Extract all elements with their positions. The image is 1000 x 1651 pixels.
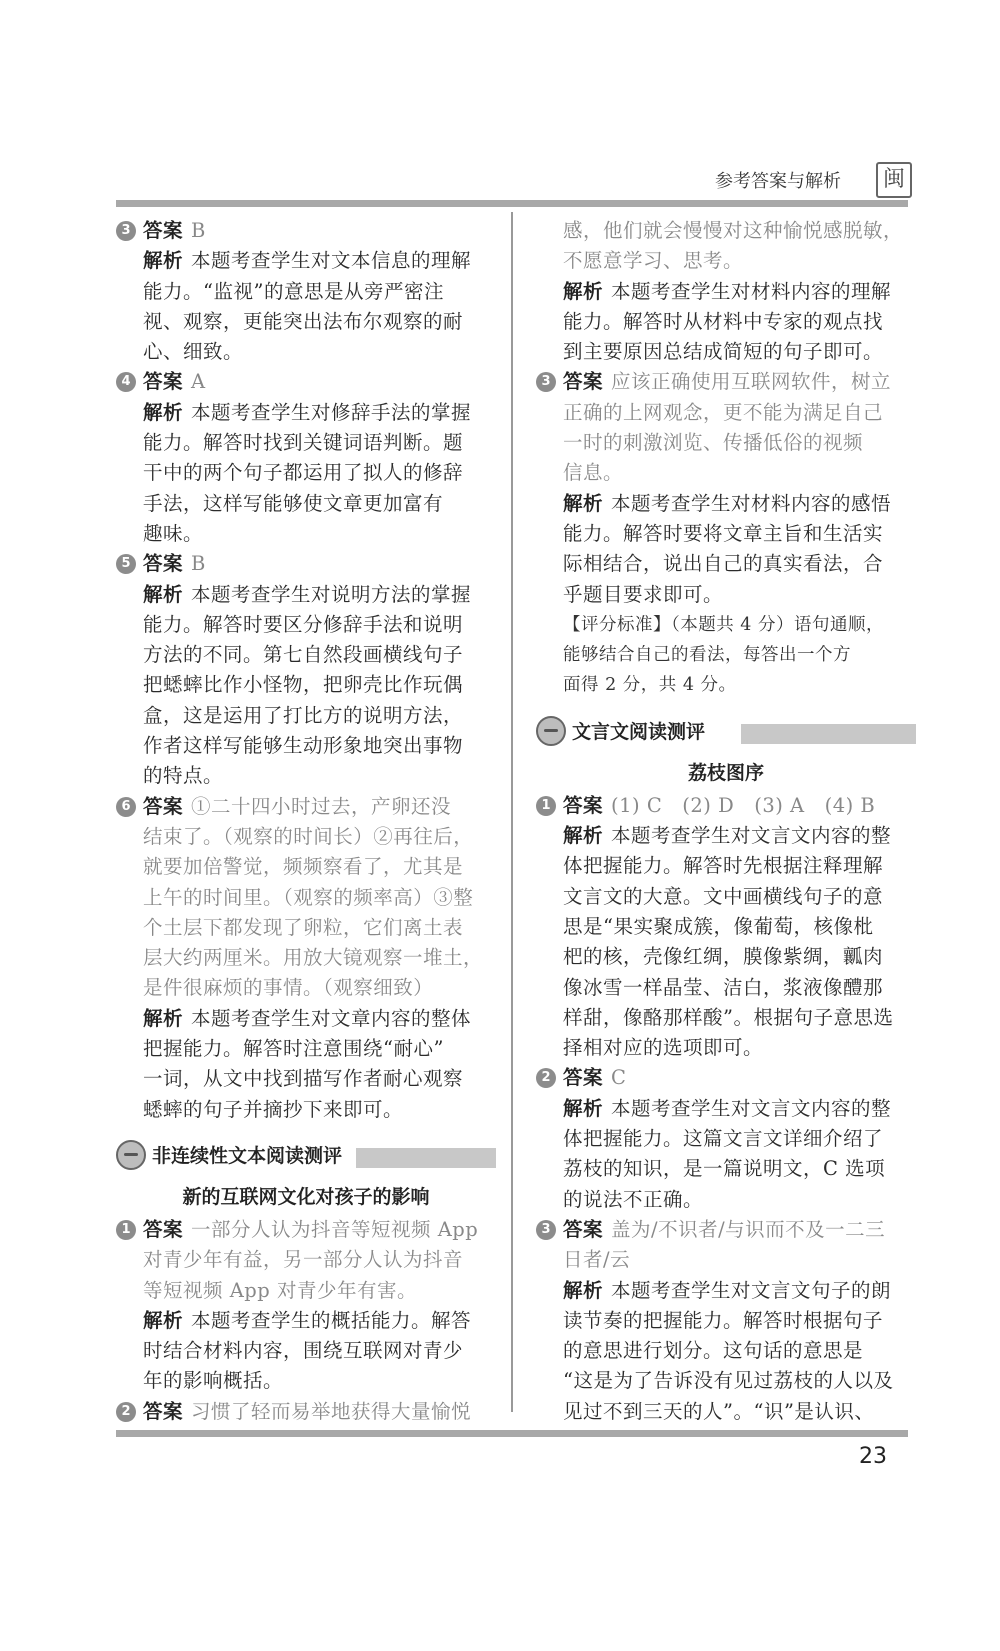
analysis-line: 文言文的大意。文中画横线句子的意 — [563, 884, 884, 908]
article-title: 荔枝图序 — [687, 761, 764, 784]
analysis-label: 解析 — [143, 249, 184, 273]
analysis-line: 年的影响概括。 — [143, 1369, 284, 1393]
question-number: 6 — [116, 797, 136, 817]
question-4 — [116, 367, 496, 549]
analysis-line: 能力。“监视”的意思是从旁严密注 — [143, 279, 444, 303]
analysis-line: 本题考查学生对修辞手法的掌握 — [191, 400, 472, 424]
answer-line: 盖为/不识者/与识而不及一二三 — [611, 1217, 886, 1241]
student-avatar-icon — [116, 1140, 146, 1170]
section-header-nonlinear — [116, 1137, 496, 1175]
analysis-line: 乎题目要求即可。 — [563, 582, 724, 606]
question-number: 5 — [116, 554, 136, 574]
analysis-line: 把握能力。解答时注意围绕“耐心” — [143, 1037, 444, 1061]
analysis-line: 到主要原因总结成简短的句子即可。 — [563, 340, 884, 364]
analysis-label: 解析 — [563, 1096, 604, 1120]
answer-line: 上午的时间里。（观察的频率高）③整 — [143, 885, 474, 909]
analysis-line: 盒，这是运用了打比方的说明方法， — [143, 703, 464, 727]
question-number: 2 — [536, 1068, 556, 1088]
answer-label: 答案 — [563, 1066, 604, 1090]
answer-line: 日者/云 — [563, 1248, 631, 1272]
question-number: 1 — [116, 1220, 136, 1240]
analysis-line: 本题考查学生对文言文句子的朗 — [611, 1278, 892, 1302]
analysis-label: 解析 — [563, 491, 604, 515]
analysis-line: 趣味。 — [143, 521, 204, 545]
analysis-line: “这是为了告诉没有见过荔枝的人以及 — [563, 1369, 894, 1393]
analysis-line: 能力。解答时找到关键词语判断。题 — [143, 431, 464, 455]
analysis-line: 本题考查学生对材料内容的理解 — [611, 279, 892, 303]
article-title: 新的互联网文化对孩子的影响 — [182, 1185, 430, 1208]
analysis-line: 的说法不正确。 — [563, 1187, 704, 1211]
section-question-3 — [536, 367, 916, 700]
analysis-label: 解析 — [143, 582, 184, 606]
section-header-classical — [536, 713, 916, 751]
analysis-line: 体把握能力。解答时先根据注释理解 — [563, 854, 884, 878]
classical-question-2 — [536, 1063, 916, 1214]
answer-value: (1) C (2) D (3) A (4) B — [611, 793, 876, 817]
answer-line: 一时的刺激浏览、传播低俗的视频 — [563, 431, 864, 455]
scoring-criteria-line: 面得 2 分，共 4 分。 — [563, 675, 737, 696]
analysis-line: 读节奏的把握能力。解答时根据句子 — [563, 1308, 884, 1332]
analysis-line: 干中的两个句子都运用了拟人的修辞 — [143, 461, 464, 485]
analysis-label: 解析 — [143, 1308, 184, 1332]
analysis-line: 本题考查学生对文言文内容的整 — [611, 824, 892, 848]
classical-question-3 — [536, 1215, 916, 1427]
analysis-line: 的意思进行划分。这句话的意思是 — [563, 1339, 864, 1363]
question-5 — [116, 549, 496, 791]
answer-label: 答案 — [143, 219, 184, 242]
answer-label: 答案 — [563, 793, 604, 817]
question-number: 4 — [116, 372, 136, 392]
analysis-line: 本题考查学生对文章内容的整体 — [191, 1006, 472, 1030]
analysis-line: 样甜，像酪那样酸”。根据句子意思选 — [563, 1005, 894, 1029]
question-number: 3 — [536, 1220, 556, 1240]
answer-value: C — [611, 1066, 627, 1090]
analysis-line: 杷的核，壳像红绸，膜像紫绸，瓤肉 — [563, 945, 884, 969]
student-avatar-icon — [536, 716, 566, 746]
top-rule — [116, 200, 908, 207]
analysis-line: 蟋蟀的句子并摘抄下来即可。 — [143, 1097, 404, 1121]
answer-line: 就要加倍警觉，频频察看了，尤其是 — [143, 855, 464, 879]
left-column — [116, 216, 496, 1427]
analysis-line: 手法，这样写能够使文章更加富有 — [143, 491, 444, 515]
analysis-label: 解析 — [563, 1278, 604, 1302]
answer-label: 答案 — [143, 370, 184, 394]
answer-line: 一部分人认为抖音等短视频 App — [191, 1217, 479, 1241]
analysis-line: 体把握能力。这篇文言文详细介绍了 — [563, 1127, 884, 1151]
analysis-line: 本题考查学生的概括能力。解答 — [191, 1308, 472, 1332]
answer-line: 个土层下都发现了卵粒，它们离土表 — [143, 915, 464, 939]
analysis-label: 解析 — [563, 824, 604, 848]
right-column — [536, 216, 916, 1427]
question-3 — [116, 216, 496, 367]
analysis-label: 解析 — [143, 400, 184, 424]
section-bar — [356, 1148, 496, 1168]
header-glyph: 闽 — [876, 162, 912, 198]
analysis-line: 心、细致。 — [143, 340, 244, 364]
answer-label: 答案 — [143, 1399, 184, 1423]
column-divider — [511, 212, 513, 1412]
analysis-label: 解析 — [143, 1006, 184, 1030]
answer-line: 正确的上网观念，更不能为满足自己 — [563, 400, 884, 424]
answer-line: 层大约两厘米。用放大镜观察一堆土， — [143, 946, 484, 970]
section-question-2 — [116, 1397, 496, 1427]
answer-line: 不愿意学习、思考。 — [563, 249, 744, 273]
answer-line: 习惯了轻而易举地获得大量愉悦 — [191, 1399, 472, 1423]
analysis-line: 见过不到三天的人”。“识”是认识、 — [563, 1399, 875, 1423]
answer-line: 信息。 — [563, 461, 624, 485]
answer-label: 答案 — [143, 794, 184, 818]
analysis-line: 本题考查学生对文言文内容的整 — [611, 1096, 892, 1120]
answer-value: A — [191, 370, 206, 394]
analysis-line: 能力。解答时从材料中专家的观点找 — [563, 309, 884, 333]
analysis-line: 荔枝的知识，是一篇说明文，C 选项 — [563, 1157, 886, 1181]
answer-value: B — [191, 552, 206, 576]
analysis-line: 把蟋蟀比作小怪物，把卵壳比作玩偶 — [143, 673, 464, 697]
answer-line: ①二十四小时过去，产卵还没 — [191, 794, 452, 818]
classical-question-1 — [536, 791, 916, 1064]
answer-line: 应该正确使用互联网软件，树立 — [611, 370, 892, 394]
analysis-line: 像冰雪一样晶莹、洁白，浆液像醴那 — [563, 975, 884, 999]
analysis-line: 际相结合，说出自己的真实看法，合 — [563, 552, 884, 576]
analysis-line: 能力。解答时要将文章主旨和生活实 — [563, 521, 884, 545]
answer-line: 是件很麻烦的事情。（观察细致） — [143, 976, 434, 1000]
answer-label: 答案 — [563, 370, 604, 394]
answer-label: 答案 — [143, 1217, 184, 1241]
analysis-line: 本题考查学生对说明方法的掌握 — [191, 582, 472, 606]
bottom-rule — [116, 1430, 908, 1437]
analysis-line: 作者这样写能够生动形象地突出事物 — [143, 734, 464, 758]
question-number: 3 — [536, 372, 556, 392]
analysis-line: 方法的不同。第七自然段画横线句子 — [143, 643, 464, 667]
section-bar — [741, 724, 916, 744]
page-number: 23 — [859, 1444, 887, 1469]
section-question-1 — [116, 1215, 496, 1397]
analysis-line: 本题考查学生对材料内容的感悟 — [611, 491, 892, 515]
section-title: 文言文阅读测评 — [572, 720, 706, 743]
analysis-line: 择相对应的选项即可。 — [563, 1036, 764, 1060]
analysis-line: 思是“果实聚成簇，像葡萄，核像枇 — [563, 914, 874, 938]
analysis-line: 时结合材料内容，围绕互联网对青少 — [143, 1339, 464, 1363]
scoring-criteria-line: 能够结合自己的看法，每答出一个方 — [563, 645, 851, 666]
analysis-label: 解析 — [563, 279, 604, 303]
section-question-2-continued — [536, 216, 916, 367]
analysis-line: 的特点。 — [143, 764, 224, 788]
question-number: 2 — [116, 1402, 136, 1422]
answer-label: 答案 — [143, 552, 184, 576]
answer-line: 对青少年有益，另一部分人认为抖音 — [143, 1248, 464, 1272]
answer-value: B — [191, 219, 206, 242]
analysis-line: 视、观察，更能突出法布尔观察的耐 — [143, 309, 464, 333]
answer-line: 等短视频 App 对青少年有害。 — [143, 1278, 417, 1302]
analysis-line: 能力。解答时要区分修辞手法和说明 — [143, 612, 464, 636]
question-number: 1 — [536, 796, 556, 816]
question-6 — [116, 792, 496, 1125]
answer-line: 感，他们就会慢慢对这种愉悦感脱敏， — [563, 219, 904, 242]
scoring-criteria-line: 【评分标准】（本题共 4 分）语句通顺， — [563, 614, 885, 635]
header-label: 参考答案与解析 — [715, 171, 841, 192]
analysis-line: 本题考查学生对文本信息的理解 — [191, 249, 472, 273]
answer-line: 结束了。（观察的时间长）②再往后， — [143, 824, 474, 848]
section-title: 非连续性文本阅读测评 — [152, 1144, 343, 1167]
question-number: 3 — [116, 221, 136, 241]
analysis-line: 一词，从文中找到描写作者耐心观察 — [143, 1067, 464, 1091]
answer-label: 答案 — [563, 1217, 604, 1241]
